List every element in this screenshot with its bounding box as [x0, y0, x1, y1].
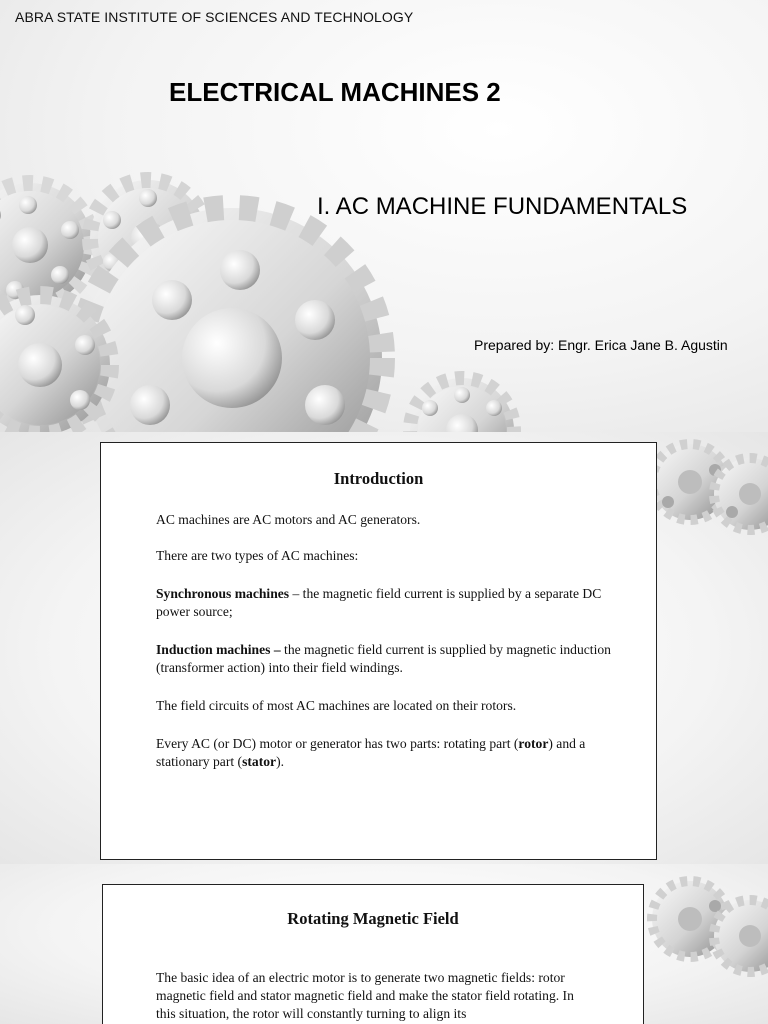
term-bold: Synchronous machines: [156, 586, 290, 601]
term-bold: rotor: [518, 736, 549, 751]
paragraph: [156, 641, 626, 677]
term-bold: Induction machines –: [156, 642, 281, 657]
paragraph: [156, 585, 626, 621]
rotating-field-slide: [0, 864, 768, 1024]
paragraph-text: – the magnetic field current is supplied by a separate DC power source;: [156, 586, 602, 619]
paragraph: [156, 735, 626, 771]
prepared-by: Prepared by: Engr. Erica Jane B. Agustin: [474, 337, 728, 353]
document-page: [100, 442, 657, 860]
paragraph-text: ).: [276, 754, 284, 769]
gear-icon: [410, 378, 514, 432]
paragraph: The basic idea of an electric motor is to generate two magnetic fields: rotor magnetic field and stator magnetic field and make the stator field rotating. In this situation, the rotor will constantly turning to align its: [156, 970, 574, 1021]
paragraph-text: ) and a stationary part (: [156, 736, 586, 769]
paragraph: AC machines are AC motors and AC generators.: [156, 512, 421, 527]
topic-title: I. AC MACHINE FUNDAMENTALS: [317, 193, 688, 220]
paragraph-text: the magnetic field current is supplied by magnetic induction (transformer action) into their field windings.: [156, 642, 611, 675]
section-heading: Rotating Magnetic Field: [287, 909, 459, 928]
document-page: [102, 884, 644, 1024]
institute-name: ABRA STATE INSTITUTE OF SCIENCES AND TECHNOLOGY: [15, 9, 414, 25]
term-bold: stator: [242, 754, 277, 769]
introduction-slide: [0, 432, 768, 864]
title-slide: [0, 0, 768, 432]
course-title: ELECTRICAL MACHINES 2: [169, 77, 501, 107]
section-heading: Introduction: [333, 469, 424, 488]
paragraph: There are two types of AC machines:: [156, 548, 359, 563]
paragraph-text: Every AC (or DC) motor or generator has two parts: rotating part (: [156, 736, 519, 751]
paragraph: The field circuits of most AC machines are located on their rotors.: [156, 698, 517, 713]
